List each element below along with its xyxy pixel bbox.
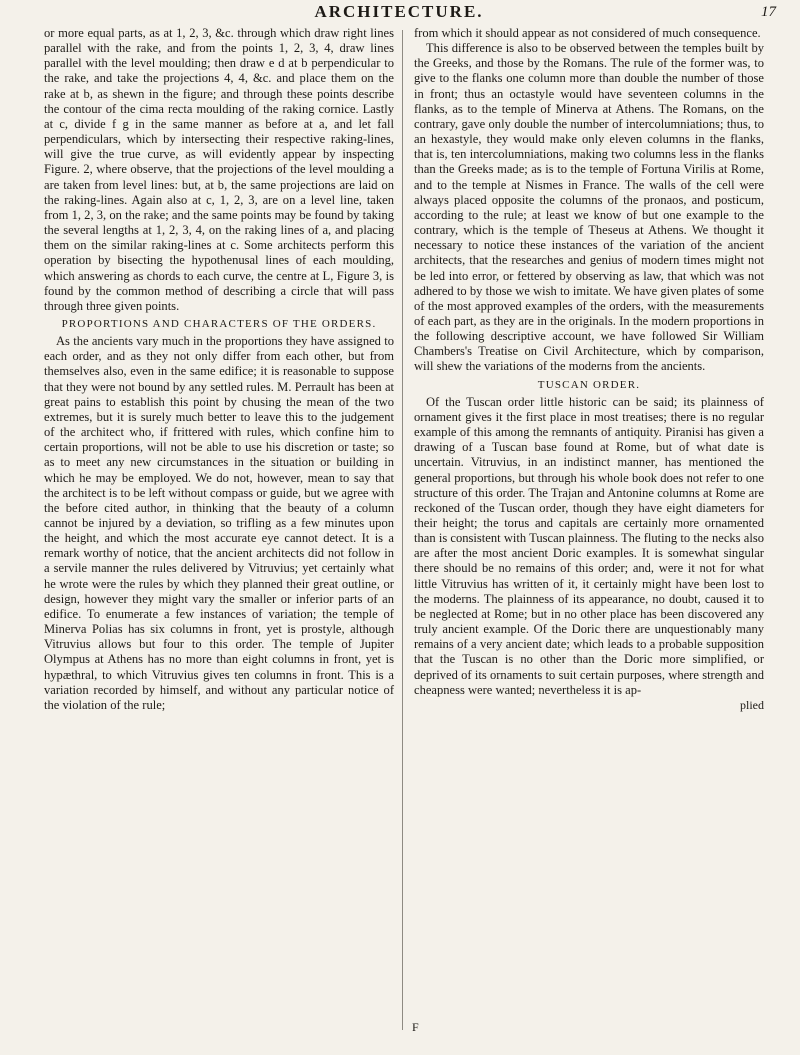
- section-heading: PROPORTIONS AND CHARACTERS OF THE ORDERS.: [61, 317, 377, 330]
- paragraph: This difference is also to be observed between the temples built by the Greeks, and those by the Romans. The rule of the former was, to give to the flanks one column more than double the number of those in front; thus an octastyle would have seventeen columns in the flanks, as to the temple of Minerva at Athens. The Romans, on the contrary, gave only double the number of intercolumniations; thus, to an hexastyle, they would make only eleven columns in the flanks, that is, ten intercolumniations, making two columns less in the flanks than the Greeks made; as is to the temple of Fortuna Virilis at Rome, and to the temple at Nismes in France. The walls of the cell were always placed opposite the columns of the pronaos, and posticum, according to the rule; at least we know of but one example to the contrary, which is the temple of Theseus at Athens. We thought it necessary to notice these instances of the variation of the ancient architects, that the researches and genius of modern times might not be led into error, or fettered by observing as law, that which was not adhered to by those we wish to imitate. We have given plates of some of the most approved examples of the orders, with the measurements of each part, as they are in the originals. In the modern proportions in the following descriptive account, we have followed Sir William Chambers's Treatise on Civil Architecture, which by comparison, will shew the variations of the moderns from the ancients.: [414, 41, 764, 374]
- paragraph: As the ancients vary much in the proportions they have assigned to each order, and as they not only differ from each other, but from themselves also, even in the same edifice; it is reasonable to suppose that they were not bound by any settled rules. M. Perrault has been at great pains to establish this point by chusing the mean of the two extremes, but it is surely much better to leave this to the judgement of the architect who, if frittered with rules, which confine him to certain proportions, will not be able to use his discretion or taste; so as to meet any new circumstances in the situation or building in which he may be employed. We do not, however, mean to say that the architect is to be left without compass or guide, but we agree with the before cited author, in thinking that the beauty of a column cannot be injured by a deviation, so trifling as a few minutes upon the height, and which the most accurate eye cannot detect. It is a remark worthy of notice, that the ancient architects did not follow in a servile manner the rules delivered by Vitruvius; yet certainly what he wrote were the rules by which they planned their great outline, or design, however they might vary the smaller or inferior parts of an edifice. To enumerate a few instances of variation; the temple of Minerva Polias has six columns in front, yet is prostyle, although Vitruvius allows but four to this order. The temple of Jupiter Olympus at Athens has no more than eight columns in front, yet is hypæthral, to which Vitruvius gives ten columns in front. This is a variation recorded by himself, and without any particular notice of the violation of the rule;: [44, 334, 394, 712]
- paragraph: or more equal parts, as at 1, 2, 3, &c. through which draw right lines parallel with the rake, and from the points 1, 2, 3, 4, draw lines parallel with the level moulding; then draw e d at b perpendicular to the rake, and take the projections 4, 4, &c. and place them on the rake at b, as shewn in the figure; and through these points describe the contour of the cima recta moulding of the raking cornice. Lastly at c, divide f g in the same manner as before at a, and let fall perpendiculars, which by intersecting their respective raking-lines, will give the true curve, as will evidently appear by inspecting Figure. 2, where observe, that the projections of the level moulding a are taken from level lines: but, at b, the same projections are laid on the raking-lines. Again also at c, 1, 2, 3, are on a level line, taken from 1, 2, 3, on the rake; and the same points may be found by taking the several lengths at 1, 2, 3, 4, on the raking lines of a, and placing them on the similar raking-lines at c. Some architects perform this operation by bisecting the hypothenusal lines of each moulding, which answering as chords to each curve, the centre at L, Figure 3, is found by the common method of describing a circle that will pass through three given points.: [44, 26, 394, 313]
- left-column: [44, 26, 394, 713]
- right-column: [414, 26, 764, 713]
- paragraph: from which it should appear as not considered of much consequence.: [414, 26, 761, 40]
- page-number: 17: [761, 4, 776, 20]
- signature-mark: F: [412, 1020, 419, 1034]
- running-head: [0, 2, 800, 26]
- section-heading: TUSCAN ORDER.: [537, 378, 641, 391]
- catchword: plied: [740, 697, 764, 712]
- running-title: ARCHITECTURE.: [314, 2, 484, 21]
- column-rule: [402, 30, 403, 1030]
- paragraph: Of the Tuscan order little historic can be said; its plainness of ornament gives it the first place in most treatises; there is no regular example of this among the remnants of antiquity. Piranisi has given a drawing of a Tuscan base found at Rome, but of what date is uncertain. Vitruvius, in an indistinct manner, has mentioned the general proportions, but through his whole book does not refer to one structure of this order. The Trajan and Antonine columns at Rome are reckoned of the Tuscan order, though they have eight diameters for their height; the torus and capitals are certainly more ornamented than is consistent with Tuscan plainness. The fluting to the necks also are after the most ancient Doric examples. It is somewhat singular there should be no remains of this order; and, were it not for what little Vitruvius has written of it, it certainly might have been lost to the moderns. The plainness of its appearance, no doubt, caused it to be neglected at Rome; but in no other place has been discovered any truly ancient example. Of the Doric there are unquestionably many remains of a very ancient date; which leads to a probable supposition that the Tuscan is no other than the Doric more simplified, or deprived of its ornaments to suit certain purposes, where strength and cheapness were wanted; nevertheless it is ap-: [414, 394, 764, 697]
